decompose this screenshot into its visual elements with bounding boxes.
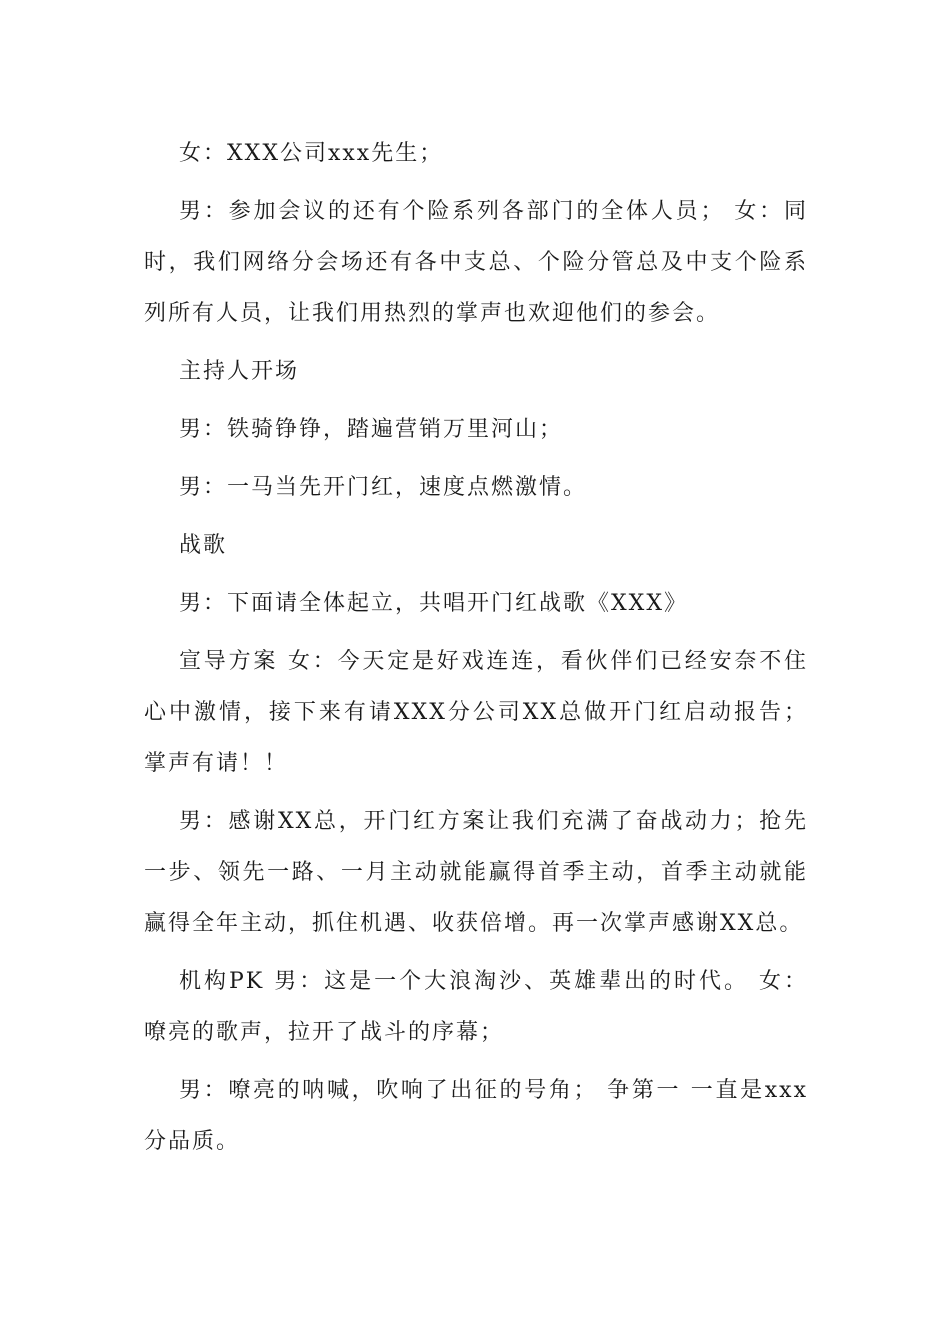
paragraph-1: 女：XXX公司xxx先生； <box>179 141 444 166</box>
paragraph-2: 男：参加会议的还有个险系列各部门的全体人员； 女：同时，我们网络分会场还有各中支总、个险分管总及中支个险系列所有人员，让我们用热烈的掌声也欢迎他们的参会。 <box>144 199 808 326</box>
document-body <box>144 128 808 1174</box>
paragraph-4: 男：铁骑铮铮，踏遍营销万里河山； <box>179 417 564 442</box>
paragraph-9: 男：感谢XX总，开门红方案让我们充满了奋战动力；抢先一步、领先一路、一月主动就能赢得首季主动，首季主动就能赢得全年主动，抓住机遇、收获倍增。再一次掌声感谢XX总。 <box>144 809 808 936</box>
paragraph-6: 战歌 <box>179 533 228 558</box>
paragraph-5: 男：一马当先开门红，速度点燃激情。 <box>179 475 588 500</box>
paragraph-8: 宣导方案 女：今天定是好戏连连，看伙伴们已经安奈不住心中激情，接下来有请XXX分公司XX总做开门红启动报告；掌声有请！！ <box>144 649 808 776</box>
paragraph-11: 男：嘹亮的呐喊，吹响了出征的号角； 争第一 一直是xxx分品质。 <box>144 1078 808 1154</box>
paragraph-3: 主持人开场 <box>179 359 300 384</box>
paragraph-10: 机构PK 男：这是一个大浪淘沙、英雄辈出的时代。 女：嘹亮的歌声，拉开了战斗的序幕； <box>144 969 808 1045</box>
paragraph-7: 男：下面请全体起立，共唱开门红战歌《XXX》 <box>179 591 688 616</box>
